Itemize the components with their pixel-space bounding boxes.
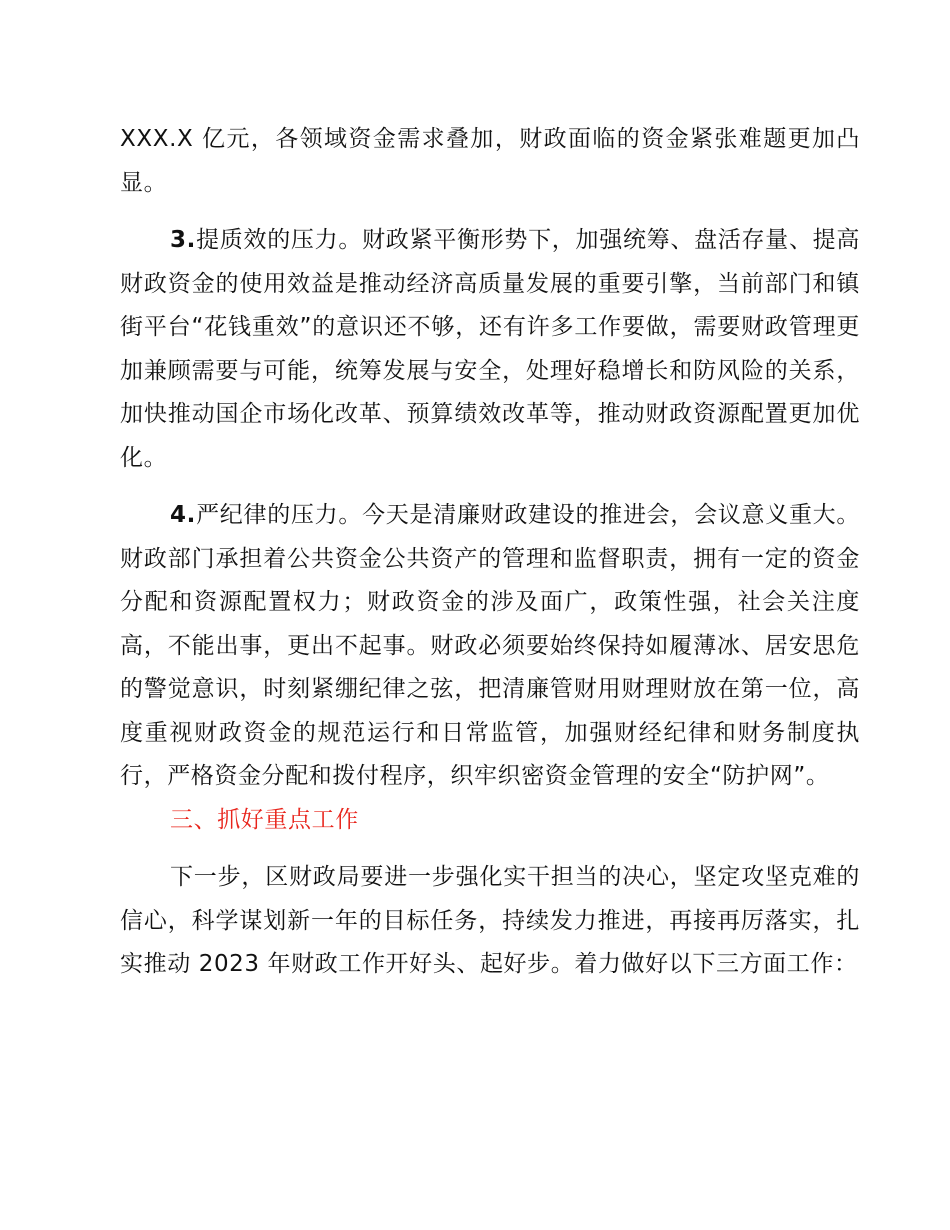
paragraph-funding-demand <box>120 118 860 205</box>
paragraph-text: 提质效的压力。财政紧平衡形势下，加强统筹、盘活存量、提高财政资金的使用效益是推动经济高质量发展的重要引擎，当前部门和镇街平台“花钱重效”的意识还不够，还有许多工作要做，需要财政管理更加兼顾需要与可能，统筹发展与安全，处理好稳增长和防风险的关系，加快推动国企市场化改革、预算绩效改革等，推动财政资源配置更加优化。 <box>120 227 860 471</box>
document-page <box>120 118 860 987</box>
paragraph-next-steps <box>120 856 860 987</box>
item-number: 4. <box>170 502 196 528</box>
paragraph-quality-pressure <box>120 219 860 480</box>
paragraph-text: 严纪律的压力。今天是清廉财政建设的推进会，会议意义重大。财政部门承担着公共资金公共资产的管理和监督职责，拥有一定的资金分配和资源配置权力；财政资金的涉及面广，政策性强，社会关注度高，不能出事，更出不起事。财政必须要始终保持如履薄冰、居安思危的警觉意识，时刻紧绷纪律之弦，把清廉管财用财理财放在第一位，高度重视财政资金的规范运行和日常监管，加强财经纪律和财务制度执行，严格资金分配和拨付程序，织牢织密资金管理的安全“防护网”。 <box>120 502 860 789</box>
paragraph-text: 下一步，区财政局要进一步强化实干担当的决心，坚定攻坚克难的信心，科学谋划新一年的目标任务，持续发力推进，再接再厉落实，扎实推动 2023 年财政工作开好头、起好步。着力做好以下三方面工作： <box>120 864 860 977</box>
section-heading-key-work: 三、抓好重点工作 <box>170 806 359 833</box>
item-number: 3. <box>170 227 196 253</box>
paragraph-discipline-pressure <box>120 494 860 799</box>
paragraph-text: XXX.X 亿元，各领域资金需求叠加，财政面临的资金紧张难题更加凸显。 <box>120 126 860 196</box>
